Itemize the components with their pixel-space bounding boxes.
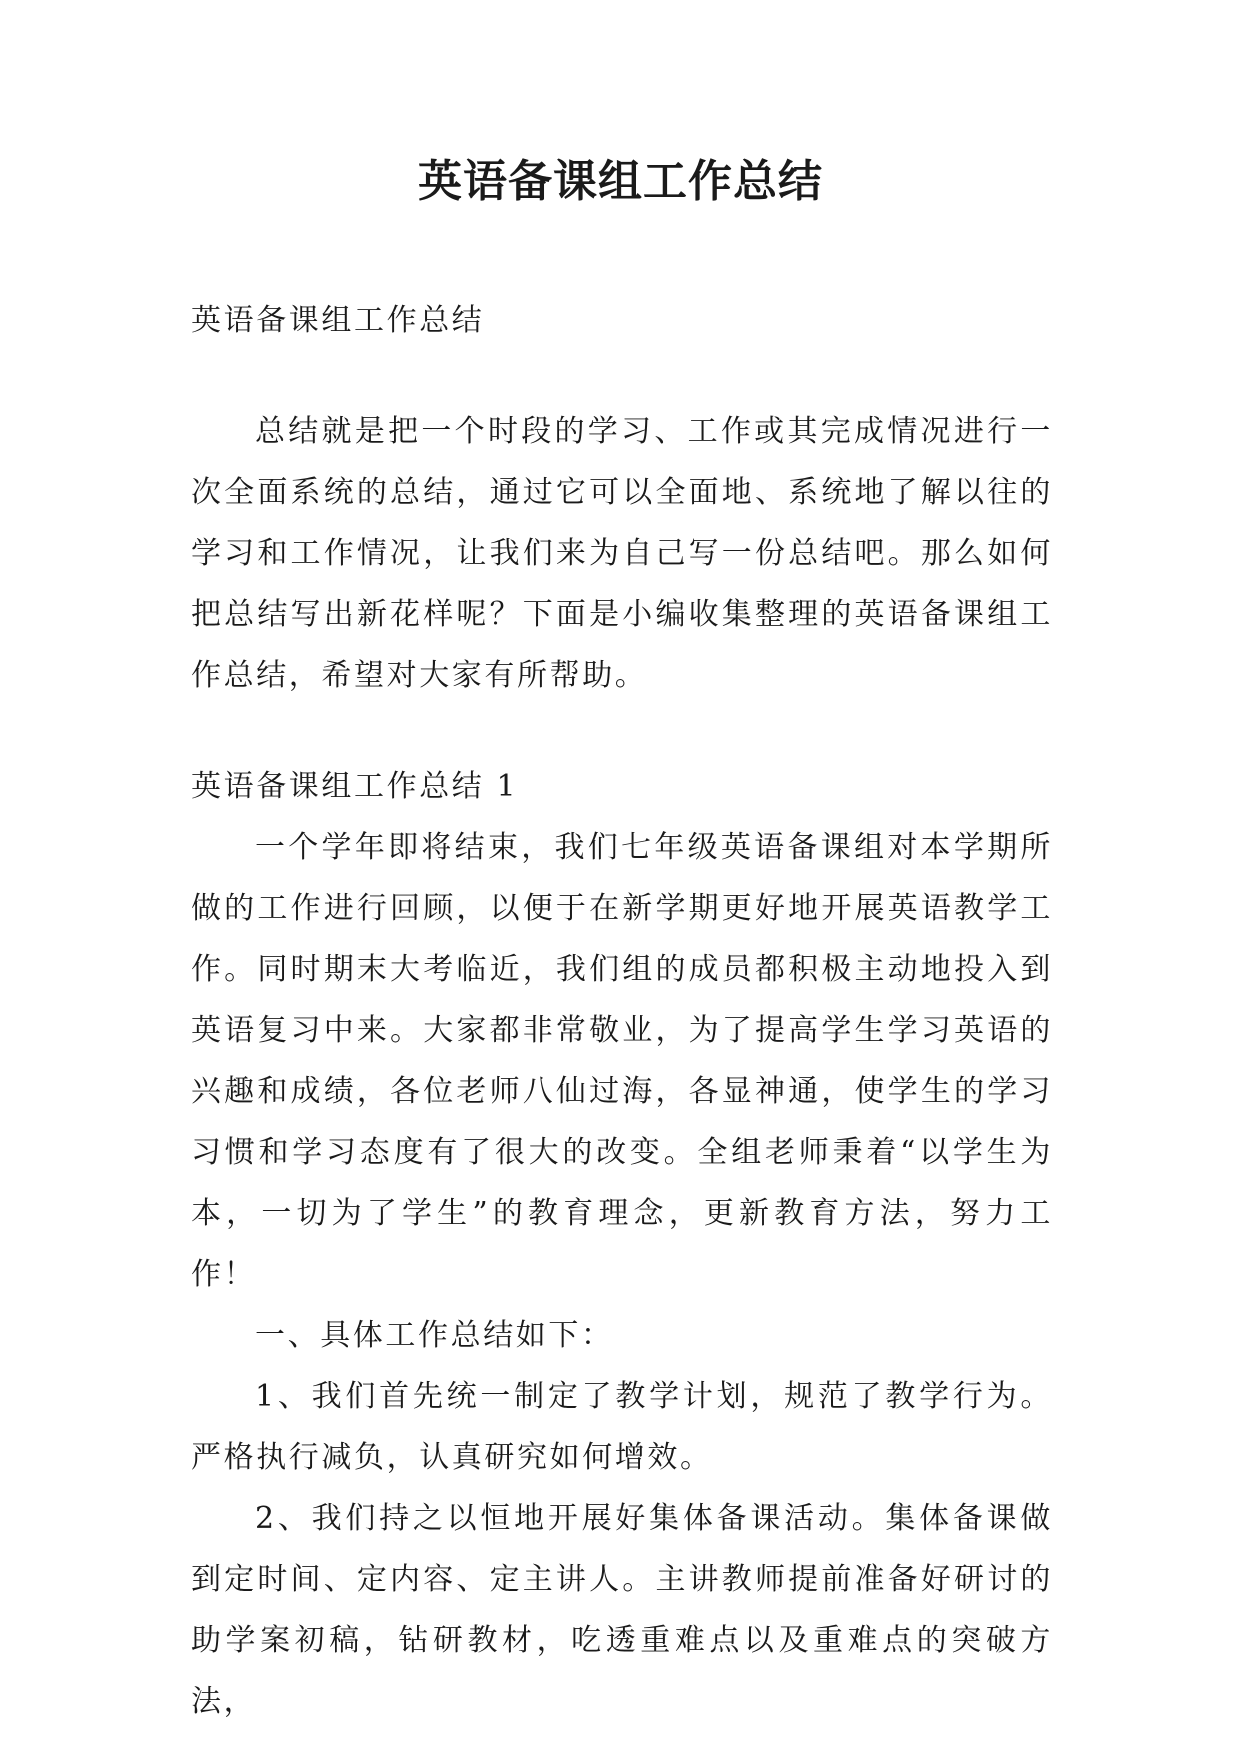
- body-paragraph-4: 2、我们持之以恒地开展好集体备课活动。集体备课做到定时间、定内容、定主讲人。主讲教师提前准备好研讨的助学案初稿，钻研教材，吃透重难点以及重难点的突破方法，: [191, 1501, 1053, 1719]
- body-paragraph-1: 一个学年即将结束，我们七年级英语备课组对本学期所做的工作进行回顾，以便于在新学期更好地开展英语教学工作。同时期末大考临近，我们组的成员都积极主动地投入到英语复习中来。大家都非常敬业，为了提高学生学习英语的兴趣和成绩，各位老师八仙过海，各显神通，使学生的学习习惯和学习态度有了很大的改变。全组老师秉着“以学生为本，一切为了学生”的教育理念，更新教育方法，努力工作！: [191, 830, 1053, 1292]
- body-paragraph-2: 一、具体工作总结如下：: [255, 1318, 614, 1353]
- document-subtitle: 英语备课组工作总结: [191, 303, 485, 338]
- body-paragraph-3: 1、我们首先统一制定了教学计划，规范了教学行为。严格执行减负，认真研究如何增效。: [191, 1379, 1053, 1475]
- intro-paragraph: 总结就是把一个时段的学习、工作或其完成情况进行一次全面系统的总结，通过它可以全面地、系统地了解以往的学习和工作情况，让我们来为自己写一份总结吧。那么如何把总结写出新花样呢？下面是小编收集整理的英语备课组工作总结，希望对大家有所帮助。: [191, 414, 1053, 693]
- document-title: 英语备课组工作总结: [418, 156, 823, 207]
- section-heading: 英语备课组工作总结 1: [191, 769, 519, 804]
- document-body: [191, 290, 1053, 1732]
